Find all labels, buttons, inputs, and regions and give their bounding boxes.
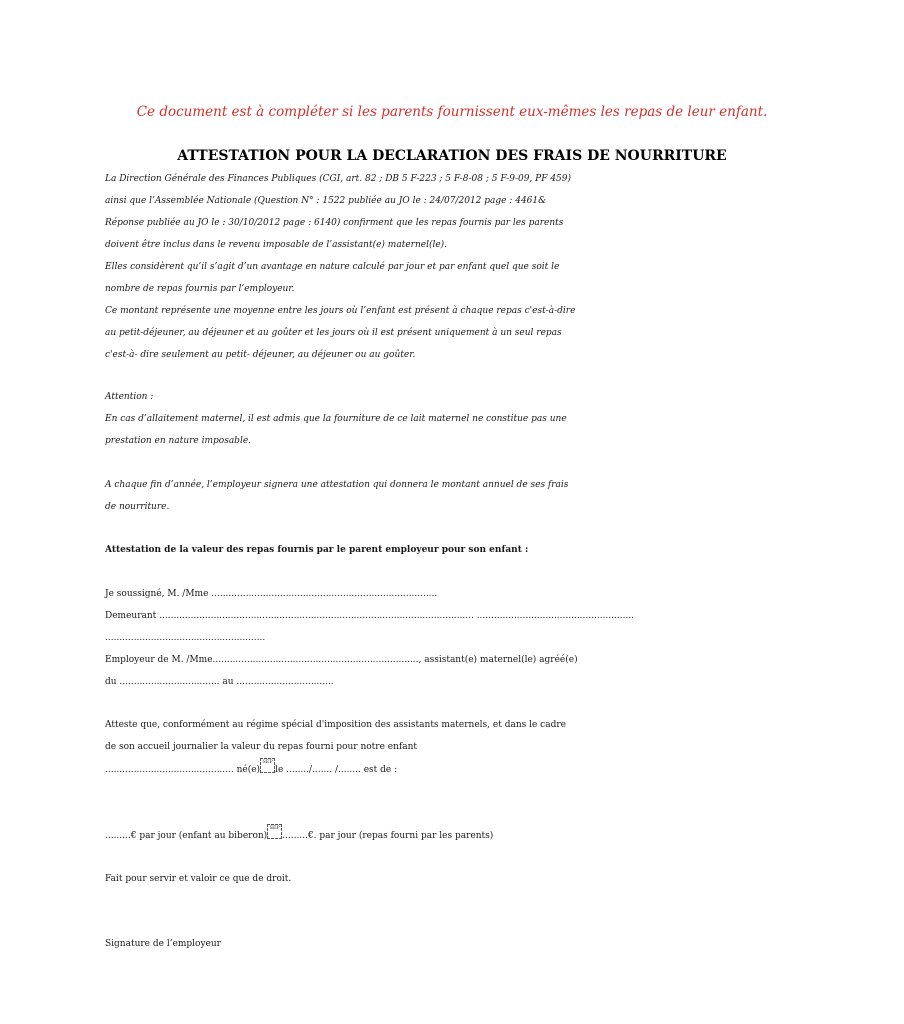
birth-line-end: le ......../....... /........ est de :: [275, 765, 398, 775]
closing-statement: [105, 868, 805, 890]
signature-text: Signature de l’employeur: [105, 939, 221, 949]
separator-glyph-icon: SEP: [260, 758, 275, 773]
amount-line-row: [105, 824, 805, 846]
subheading-text: Attestation de la valeur des repas fournis par le parent employeur pour son enfant :: [105, 545, 529, 555]
attention-line: prestation en nature imposable.: [105, 436, 252, 446]
yearend-line: de nourriture.: [105, 502, 170, 512]
atteste-line: Atteste que, conformément au régime spécial d'imposition des assistants maternels, et dans le cadre: [105, 720, 566, 730]
yearend-line: A chaque fin d’année, l’employeur signera une attestation qui donnera le montant annuel de ses frais: [105, 480, 569, 490]
address-continuation-line: ........................................................: [105, 633, 266, 643]
amount-repas: .........€. par jour (repas fourni par les parents): [282, 831, 494, 841]
document-title: ATTESTATION POUR LA DECLARATION DES FRAIS DE NOURRITURE: [177, 148, 727, 164]
atteste-line: de son accueil journalier la valeur du repas fourni pour notre enfant: [105, 742, 417, 752]
amount-line: [105, 824, 805, 846]
birth-line: [105, 758, 805, 780]
attention-heading: Attention :: [105, 392, 154, 402]
atteste-paragraph: [105, 714, 805, 780]
intro-line: au petit-déjeuner, au déjeuner et au goûter et les jours où il est présent uniquement à un seul repas: [105, 328, 562, 338]
intro-line: La Direction Générale des Finances Publiques (CGI, art. 82 ; DB 5 F-223 ; 5 F-8-08 ; 5 F-9-09, PF 459): [105, 174, 572, 184]
intro-paragraph: [105, 168, 805, 366]
intro-line: nombre de repas fournis par l’employeur.: [105, 284, 295, 294]
amount-biberon: .........€ par jour (enfant au biberon): [105, 831, 268, 841]
intro-line: Elles considèrent qu’il s’agit d’un avantage en nature calculé par jour et par enfant quel que soit le: [105, 262, 560, 272]
closing-text: Fait pour servir et valoir ce que de droit.: [105, 874, 292, 884]
employer-field-line: Employeur de M. /Mme........................................................................, assistant(e) maternel(le) agréé(e): [105, 655, 578, 665]
separator-glyph-icon: SEP: [267, 824, 282, 839]
address-field-line: Demeurant .............................................................................................................. .......................................................: [105, 611, 635, 621]
period-field-line: du ................................... au ..................................: [105, 677, 334, 687]
yearend-paragraph: [105, 474, 805, 518]
intro-line: Ce montant représente une moyenne entre les jours où l’enfant est présent à chaque repas c'est-à-dire: [105, 306, 576, 316]
declarant-form: [105, 583, 805, 693]
signature-label: [105, 933, 805, 955]
intro-line: Réponse publiée au JO le : 30/10/2012 page : 6140) confirment que les repas fournis par les parents: [105, 218, 564, 228]
name-field-line: Je soussigné, M. /Mme ...............................................................................: [105, 589, 438, 599]
intro-line: ainsi que l’Assemblée Nationale (Question N° : 1522 publiée au JO le : 24/07/2012 page : 4461&: [105, 196, 547, 206]
birth-line-start: ............................................. né(e): [105, 765, 261, 775]
intro-line: c'est-à- dire seulement au petit- déjeuner, au déjeuner ou au goûter.: [105, 350, 416, 360]
intro-line: doivent être inclus dans le revenu imposable de l’assistant(e) maternel(le).: [105, 240, 448, 250]
attestation-subheading: [105, 539, 805, 561]
attention-paragraph: [105, 386, 805, 452]
attention-line: En cas d’allaitement maternel, il est admis que la fourniture de ce lait maternel ne constitue pas une: [105, 414, 567, 424]
completion-notice: Ce document est à compléter si les parents fournissent eux-mêmes les repas de leur enfant.: [136, 104, 768, 120]
